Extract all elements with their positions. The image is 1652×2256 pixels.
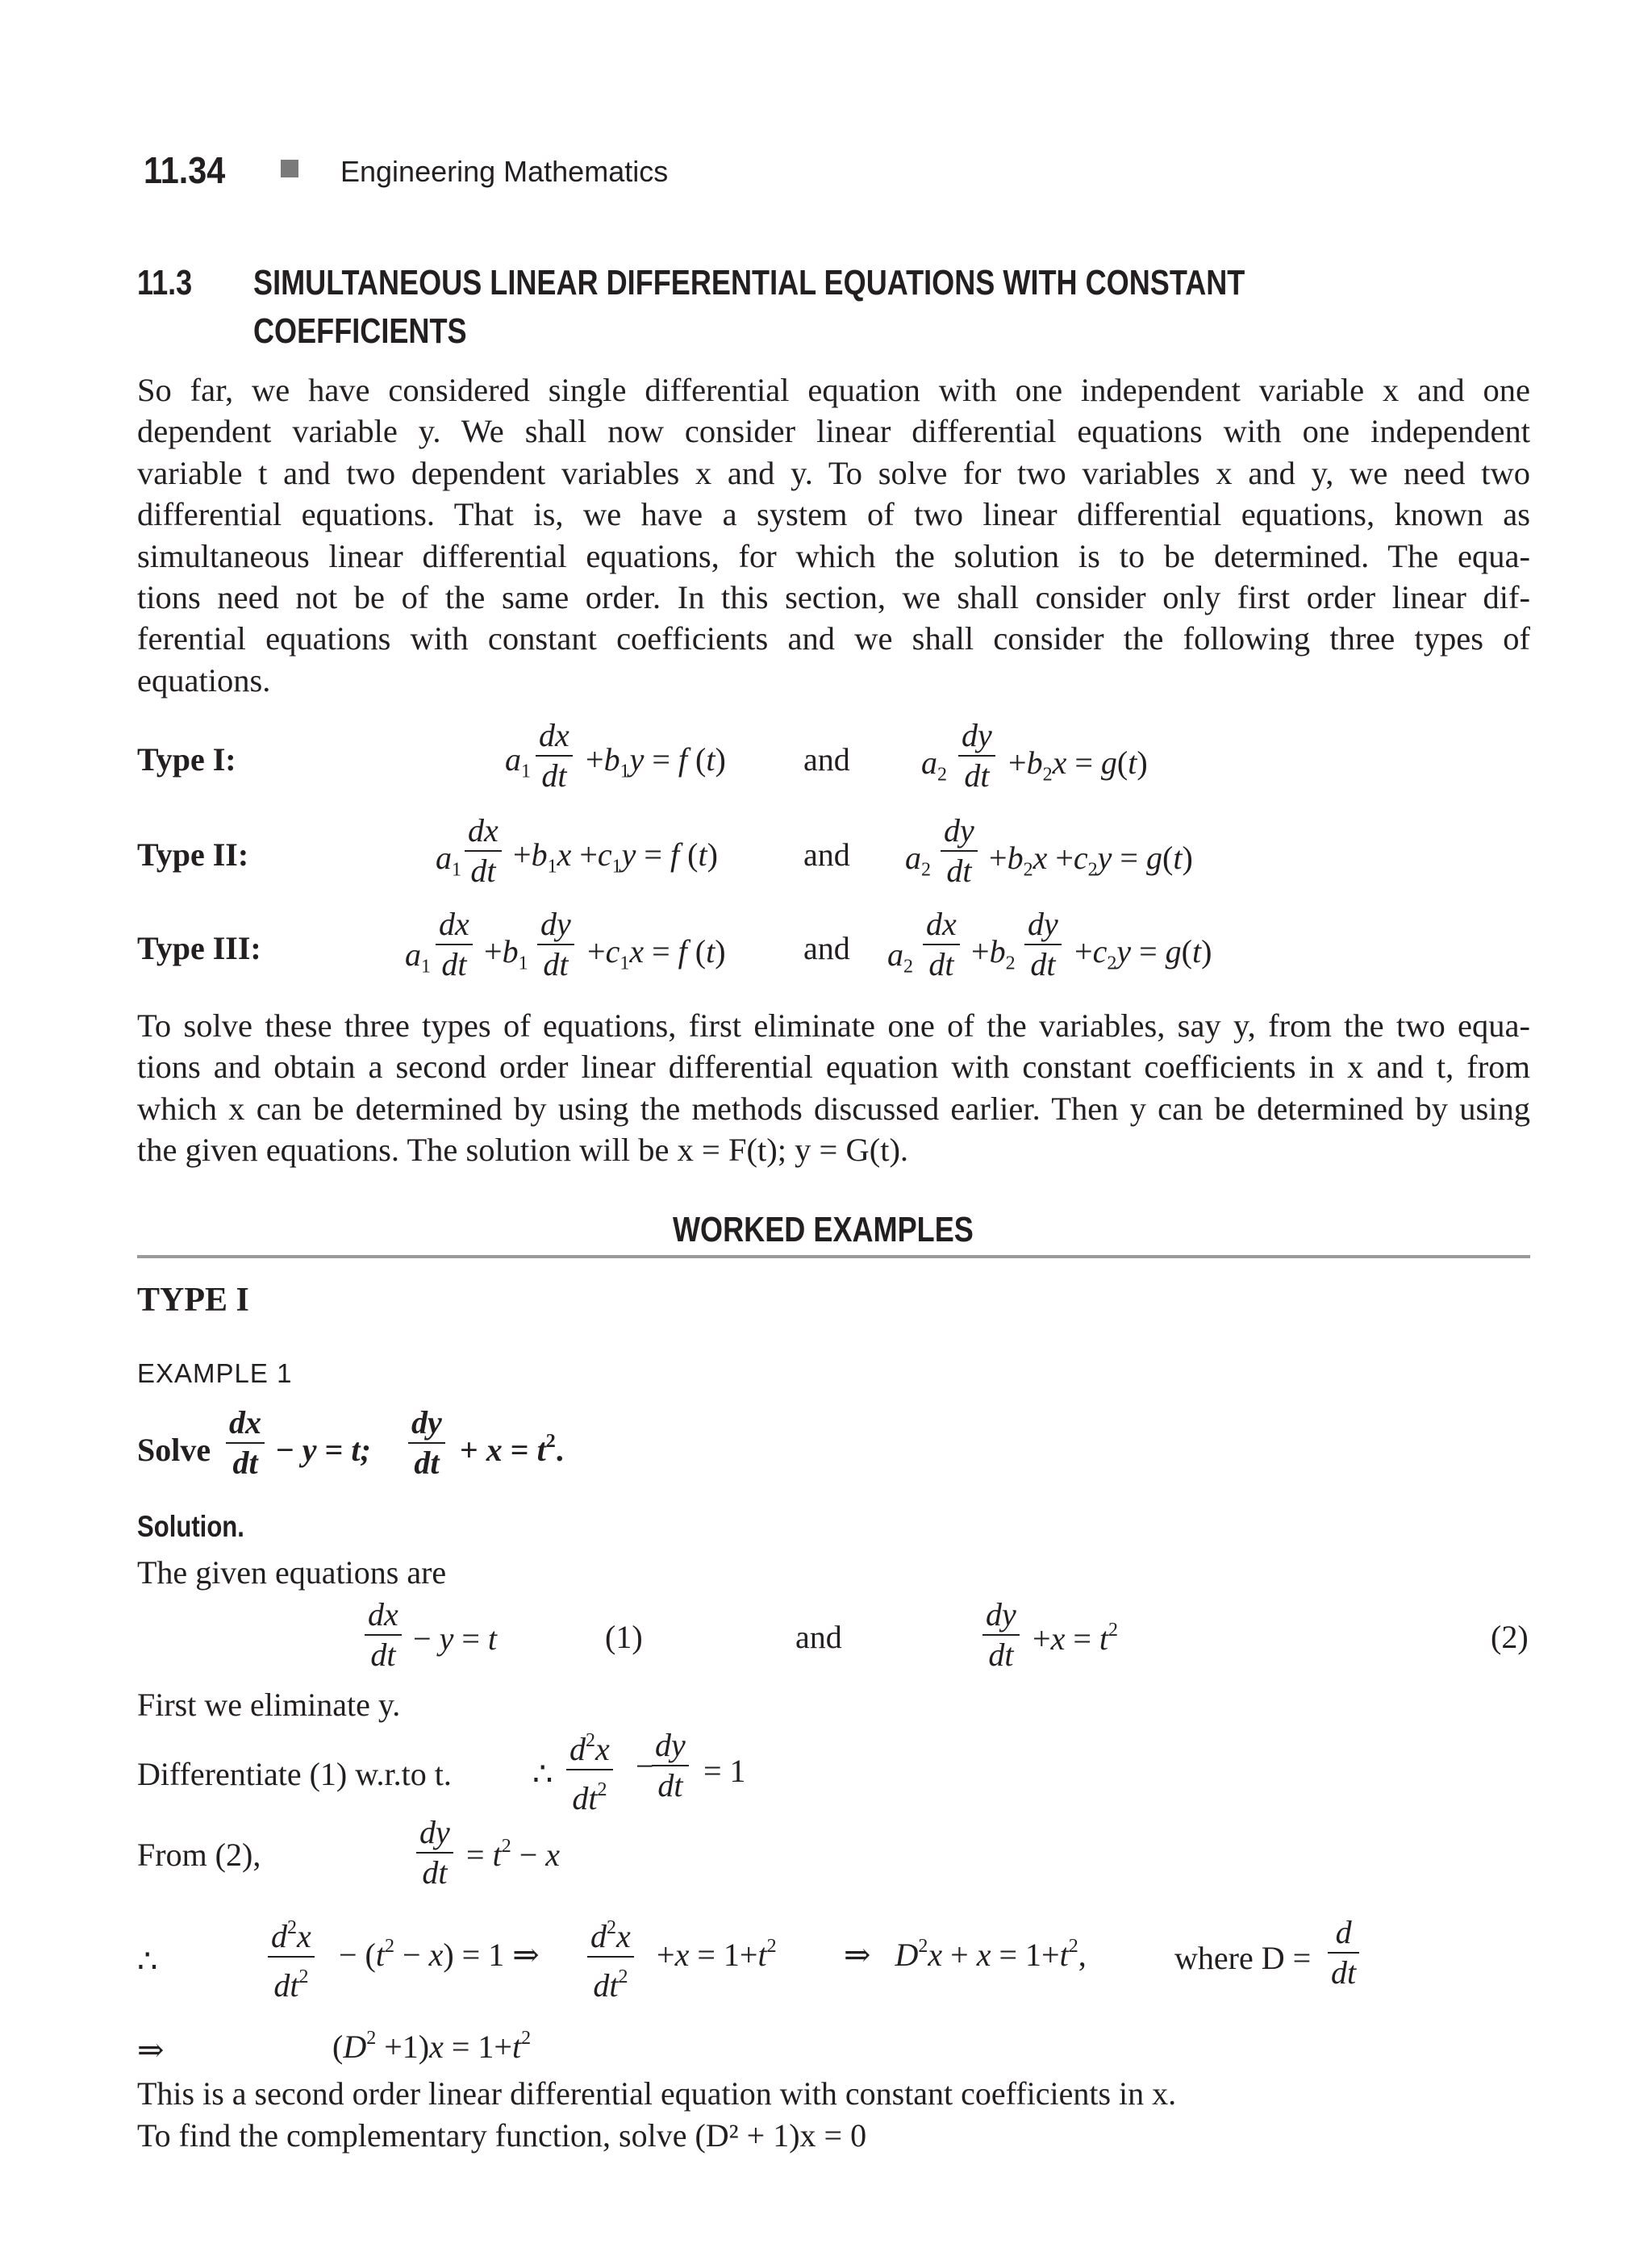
worked-examples-heading: WORKED EXAMPLES xyxy=(673,1210,974,1249)
section-rule xyxy=(137,1255,1530,1258)
intro-paragraph xyxy=(137,369,1530,701)
step-eq-b: $+x = 1+t^2$ xyxy=(657,1936,777,1973)
eq1-tag: (1) xyxy=(605,1619,643,1655)
fraction-d2x-dt2: $d^2x$ $dt^2$ xyxy=(587,1912,634,2002)
step-eq-c: ⇒ $D^2x + x = 1+t^2$, xyxy=(844,1936,1087,1973)
conclusion-line2: To find the complementary function, solve (D² + 1)x = 0 xyxy=(137,2117,867,2154)
type1-eq1-rest: $+b_1y = f$ (t) xyxy=(586,741,726,782)
header-square-icon xyxy=(281,160,298,177)
given-eq1-rest: − y = t xyxy=(413,1620,498,1657)
section-number: 11.3 xyxy=(137,263,193,302)
type2-eq2-coef: $a_2$ xyxy=(905,840,931,881)
intro-line: ferential equations with constant coefficients and we shall consider the following three types of xyxy=(137,620,1530,657)
fraction-d2x-dt2: $d^2x$ $dt^2$ xyxy=(566,1724,613,1815)
intro-line: dependent variable y. We shall now consider linear differential equations with one independent xyxy=(137,413,1530,450)
method-paragraph xyxy=(137,1005,1530,1171)
example-label: EXAMPLE 1 xyxy=(137,1358,293,1388)
from2-eq-rest: = $t^2 - x$ xyxy=(466,1836,561,1873)
fraction-dx-dt: dx dt xyxy=(536,719,573,792)
given-text: The given equations are xyxy=(137,1554,447,1591)
type1-eq1-coef: $a_1$ xyxy=(505,741,531,782)
solve-word: Solve xyxy=(137,1432,211,1468)
and-word: and xyxy=(803,930,850,966)
section-title-line2: COEFFICIENTS xyxy=(253,311,467,351)
method-line: tions and obtain a second order linear differential equation with constant coefficients in x and t, from xyxy=(137,1049,1530,1086)
type2-label: Type II: xyxy=(137,836,249,873)
type3-eq1-mid: $+b_1$ xyxy=(484,933,528,974)
type2-eq1-rest: $+b_1x +c_1y = f$ (t) xyxy=(513,836,718,878)
type3-eq2-mid: $+b_2$ xyxy=(971,933,1016,974)
therefore-symbol: ∴ xyxy=(532,1756,553,1792)
intro-line: equations. xyxy=(137,661,271,698)
given-eq2-rest: $+x = t^2$ xyxy=(1032,1620,1119,1657)
and-word: and xyxy=(803,741,850,778)
therefore-symbol: ∴ xyxy=(137,1943,158,1979)
diff-eq-rest: = 1 xyxy=(703,1753,746,1789)
type-heading: TYPE I xyxy=(137,1282,249,1319)
type1-eq2-rest: $+b_2x = g(t)$ xyxy=(1008,744,1148,786)
fraction-dy-dt: dy dt xyxy=(537,908,574,981)
solve-eq-part2: + $x = t^2$. xyxy=(460,1431,564,1468)
intro-line: variable t and two dependent variables x and y. To solve for two variables x and y, we need two xyxy=(137,454,1530,491)
first-eliminate-text: First we eliminate y. xyxy=(137,1687,401,1723)
fraction-d-dt: d dt xyxy=(1328,1916,1359,1989)
intro-line: tions need not be of the same order. In this section, we shall consider only first order linear dif- xyxy=(137,579,1530,616)
fraction-dx-dt: dx dt xyxy=(923,908,960,981)
fraction-dx-dt: dx dt xyxy=(365,1599,402,1671)
type3-eq2-coef: $a_2$ xyxy=(887,936,913,978)
intro-line: differential equations. That is, we have a system of two linear differential equations, known as xyxy=(137,496,1530,533)
and-word: and xyxy=(803,836,850,873)
intro-line: simultaneous linear differential equations, for which the solution is to be determined. The equa- xyxy=(137,537,1530,574)
page-number: 11.34 xyxy=(144,149,226,191)
step-eq-a: − $(t^2 - x) = 1$ ⇒ xyxy=(339,1936,540,1973)
fraction-dy-dt: dy dt xyxy=(408,1407,445,1479)
fraction-dy-dt: dy dt xyxy=(958,719,995,792)
fraction-dy-dt: dy dt xyxy=(652,1729,689,1802)
type3-eq2-rest: $+c_2y = g(t)$ xyxy=(1074,933,1212,974)
solve-eq-part1: − y = t; xyxy=(276,1432,371,1468)
fraction-dy-dt: dy dt xyxy=(982,1599,1020,1671)
fraction-dx-dt: dx dt xyxy=(436,908,473,981)
from2-text: From (2), xyxy=(137,1837,261,1873)
fraction-d2x-dt2: $d^2x$ $dt^2$ xyxy=(268,1912,315,2002)
fraction-dx-dt: dx dt xyxy=(226,1407,265,1479)
and-word: and xyxy=(795,1619,842,1655)
type3-eq1-rest: $+c_1x = f$ (t) xyxy=(587,933,726,974)
fraction-dy-dt: dy dt xyxy=(1024,908,1062,981)
implies-symbol: ⇒ xyxy=(137,2032,165,2068)
eq2-tag: (2) xyxy=(1491,1619,1529,1655)
book-title: Engineering Mathematics xyxy=(340,155,669,188)
type2-eq2-rest: $+b_2x +c_2y = g(t)$ xyxy=(989,840,1193,881)
type3-eq1-coef: $a_1$ xyxy=(405,936,431,978)
method-line: To solve these three types of equations, first eliminate one of the variables, say y, from the two equa- xyxy=(137,1007,1530,1044)
solution-label: Solution. xyxy=(137,1510,244,1543)
fraction-dx-dt: dx dt xyxy=(465,815,502,887)
where-text: where D = xyxy=(1174,1940,1312,1976)
method-line: which x can be determined by using the methods discussed earlier. Then y can be determined by using xyxy=(137,1090,1530,1127)
differentiate-text: Differentiate (1) w.r.to t. xyxy=(137,1756,452,1792)
operator-eq: $(D^2 +1)x = 1+t^2$ xyxy=(332,2028,532,2065)
method-line: the given equations. The solution will be x = F(t); y = G(t). xyxy=(137,1132,909,1169)
type3-label: Type III: xyxy=(137,930,261,966)
intro-line: So far, we have considered single differential equation with one independent variable x and one xyxy=(137,372,1530,408)
section-title-line1: SIMULTANEOUS LINEAR DIFFERENTIAL EQUATIONS WITH CONSTANT xyxy=(253,263,1245,302)
type1-eq2-coef: $a_2$ xyxy=(921,744,947,786)
fraction-dy-dt: dy dt xyxy=(941,815,978,887)
type2-eq1-coef: $a_1$ xyxy=(436,840,461,881)
conclusion-line1: This is a second order linear differential equation with constant coefficients in x. xyxy=(137,2075,1177,2112)
minus-sign: − xyxy=(636,1748,654,1784)
type1-label: Type I: xyxy=(137,741,236,778)
fraction-dy-dt: dy dt xyxy=(416,1816,453,1889)
